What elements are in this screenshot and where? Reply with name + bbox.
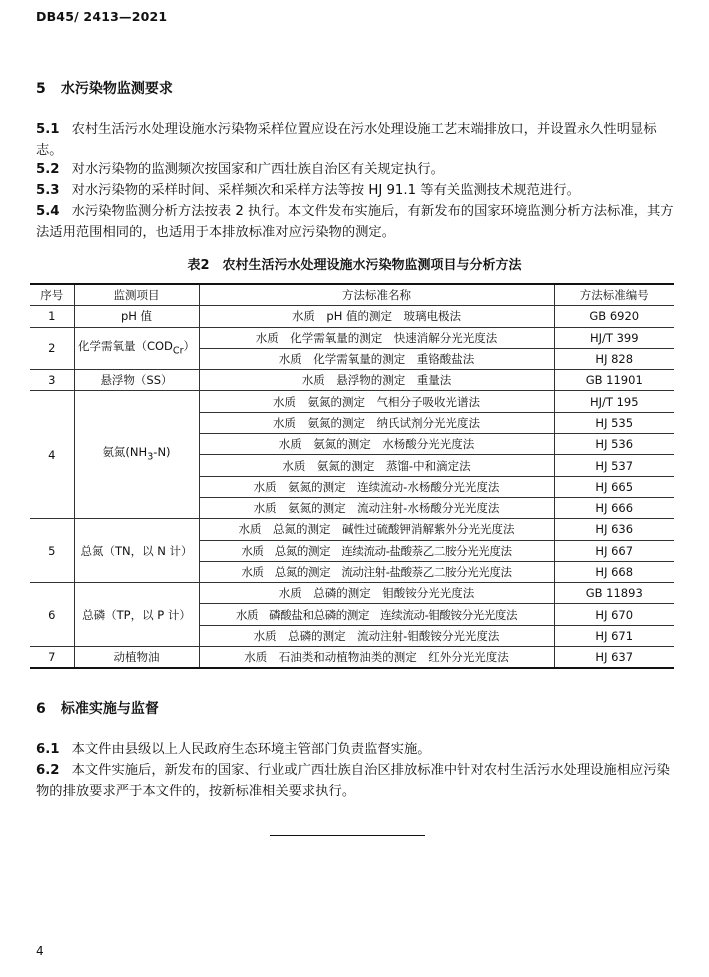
method-code-cell: HJ 665 xyxy=(554,476,674,497)
table-row xyxy=(30,327,674,348)
paragraph-text: 本文件实施后，新发布的国家、行业或广西壮族自治区排放标准中针对农村生活污水处理设施相应污染物的排放要求严于本文件的，按新标准相关要求执行。 xyxy=(36,763,670,799)
section-6-title: 标准实施与监督 xyxy=(60,701,159,717)
paragraph-number: 6.2 xyxy=(36,763,60,778)
table-row xyxy=(30,391,674,412)
paragraph-6-1 xyxy=(36,739,676,760)
section-5-heading xyxy=(36,78,173,98)
section-6-heading xyxy=(36,698,159,718)
item-subscript: 3 xyxy=(147,451,154,463)
method-code-cell: HJ 667 xyxy=(554,540,674,561)
item-label: 总磷（TP，以 P 计） xyxy=(82,607,191,622)
table-row xyxy=(30,370,674,391)
item-label: 动植物油 xyxy=(113,650,160,665)
item-label-tail: -N) xyxy=(153,445,171,460)
serial-number-cell: 1 xyxy=(30,306,74,327)
item-label: pH 值 xyxy=(120,309,153,324)
method-name-cell: 水质 总氮的测定 连续流动-盐酸萘乙二胺分光光度法 xyxy=(199,540,554,561)
header-method-name: 方法标准名称 xyxy=(199,284,554,306)
table-caption: 表2 农村生活污水处理设施水污染物监测项目与分析方法 xyxy=(187,258,522,273)
paragraph-number: 5.2 xyxy=(36,162,60,177)
method-name-cell: 水质 悬浮物的测定 重量法 xyxy=(199,370,554,391)
document-code: DB45/ 2413—2021 xyxy=(36,9,168,24)
method-code-cell: GB 6920 xyxy=(554,306,674,327)
monitoring-item-cell xyxy=(74,647,199,669)
section-5-number: 5 xyxy=(36,81,46,97)
monitoring-item-cell xyxy=(74,391,199,519)
paragraph-text: 对水污染物的监测频次按国家和广西壮族自治区有关规定执行。 xyxy=(71,162,444,177)
item-label-tail: ） xyxy=(183,338,196,353)
method-name-cell: 水质 石油类和动植物油类的测定 红外分光光度法 xyxy=(199,647,554,669)
method-code-cell: HJ 666 xyxy=(554,497,674,518)
monitoring-item-cell xyxy=(74,306,199,327)
method-name-cell: 水质 氨氮的测定 气相分子吸收光谱法 xyxy=(199,391,554,412)
method-code-cell: HJ 536 xyxy=(554,434,674,455)
section-5-title: 水污染物监测要求 xyxy=(60,81,173,97)
method-name-cell: 水质 氨氮的测定 流动注射-水杨酸分光光度法 xyxy=(199,497,554,518)
item-label: 氨氮(NH xyxy=(102,445,148,460)
method-code-cell: HJ 670 xyxy=(554,604,674,625)
serial-number-cell: 3 xyxy=(30,370,74,391)
paragraph-5-2 xyxy=(36,159,676,180)
paragraph-text: 农村生活污水处理设施水污染物采样位置应设在污水处理设施工艺末端排放口，并设置永久性明显标志。 xyxy=(36,122,657,158)
method-name-cell: 水质 总氮的测定 碱性过硫酸钾消解紫外分光光度法 xyxy=(199,519,554,540)
method-code-cell: GB 11901 xyxy=(554,370,674,391)
paragraph-number: 5.4 xyxy=(36,204,60,219)
paragraph-text: 水污染物监测分析方法按表 2 执行。本文件发布实施后，有新发布的国家环境监测分析方法标准，其方法适用范围相同的，也适用于本排放标准对应污染物的测定。 xyxy=(36,204,674,240)
page-number: 4 xyxy=(36,944,44,958)
paragraph-5-1 xyxy=(36,119,676,161)
monitoring-item-cell xyxy=(74,370,199,391)
end-rule xyxy=(270,835,425,836)
paragraph-text: 本文件由县级以上人民政府生态环境主管部门负责监督实施。 xyxy=(71,742,431,757)
method-code-cell: HJ 537 xyxy=(554,455,674,476)
paragraph-number: 5.1 xyxy=(36,122,60,137)
monitoring-item-cell xyxy=(74,519,199,583)
method-code-cell: HJ 671 xyxy=(554,625,674,646)
serial-number-cell: 2 xyxy=(30,327,74,370)
paragraph-text: 对水污染物的采样时间、采样频次和采样方法等按 HJ 91.1 等有关监测技术规范进行。 xyxy=(71,183,580,198)
method-name-cell: 水质 氨氮的测定 蒸馏-中和滴定法 xyxy=(199,455,554,476)
method-code-cell: HJ 637 xyxy=(554,647,674,669)
section-6-number: 6 xyxy=(36,701,46,717)
method-name-cell: 水质 总氮的测定 流动注射-盐酸萘乙二胺分光光度法 xyxy=(199,561,554,582)
serial-number-cell: 6 xyxy=(30,583,74,647)
item-label: 化学需氧量（COD xyxy=(77,338,173,353)
method-name-cell: 水质 氨氮的测定 连续流动-水杨酸分光光度法 xyxy=(199,476,554,497)
serial-number-cell: 7 xyxy=(30,647,74,669)
method-name-cell: 水质 总磷的测定 钼酸铵分光光度法 xyxy=(199,583,554,604)
serial-number-cell: 4 xyxy=(30,391,74,519)
table-row xyxy=(30,306,674,327)
method-code-cell: HJ 535 xyxy=(554,412,674,433)
method-name-cell: 水质 pH 值的测定 玻璃电极法 xyxy=(199,306,554,327)
method-code-cell: HJ 636 xyxy=(554,519,674,540)
header-serial-number: 序号 xyxy=(30,284,74,306)
method-code-cell: HJ/T 399 xyxy=(554,327,674,348)
method-name-cell: 水质 氨氮的测定 水杨酸分光光度法 xyxy=(199,434,554,455)
monitoring-item-cell xyxy=(74,327,199,370)
table-row xyxy=(30,519,674,540)
item-subscript: Cr xyxy=(172,345,184,357)
header-monitoring-item: 监测项目 xyxy=(74,284,199,306)
method-code-cell: HJ 828 xyxy=(554,348,674,369)
serial-number-cell: 5 xyxy=(30,519,74,583)
monitoring-methods-table xyxy=(30,283,674,669)
paragraph-number: 5.3 xyxy=(36,183,60,198)
paragraph-5-4 xyxy=(36,201,676,243)
header-method-code: 方法标准编号 xyxy=(554,284,674,306)
method-name-cell: 水质 总磷的测定 流动注射-钼酸铵分光光度法 xyxy=(199,625,554,646)
paragraph-number: 6.1 xyxy=(36,742,60,757)
item-label: 总氮（TN，以 N 计） xyxy=(80,543,193,558)
paragraph-5-3 xyxy=(36,180,676,201)
table-row xyxy=(30,647,674,669)
method-code-cell: HJ 668 xyxy=(554,561,674,582)
method-code-cell: HJ/T 195 xyxy=(554,391,674,412)
item-label: 悬浮物（SS） xyxy=(100,373,173,388)
method-name-cell: 水质 磷酸盐和总磷的测定 连续流动-钼酸铵分光光度法 xyxy=(199,604,554,625)
method-name-cell: 水质 化学需氧量的测定 重铬酸盐法 xyxy=(199,348,554,369)
table-header-row xyxy=(30,284,674,306)
paragraph-6-2 xyxy=(36,760,676,802)
method-name-cell: 水质 氨氮的测定 纳氏试剂分光光度法 xyxy=(199,412,554,433)
method-code-cell: GB 11893 xyxy=(554,583,674,604)
table-row xyxy=(30,583,674,604)
monitoring-item-cell xyxy=(74,583,199,647)
method-name-cell: 水质 化学需氧量的测定 快速消解分光光度法 xyxy=(199,327,554,348)
